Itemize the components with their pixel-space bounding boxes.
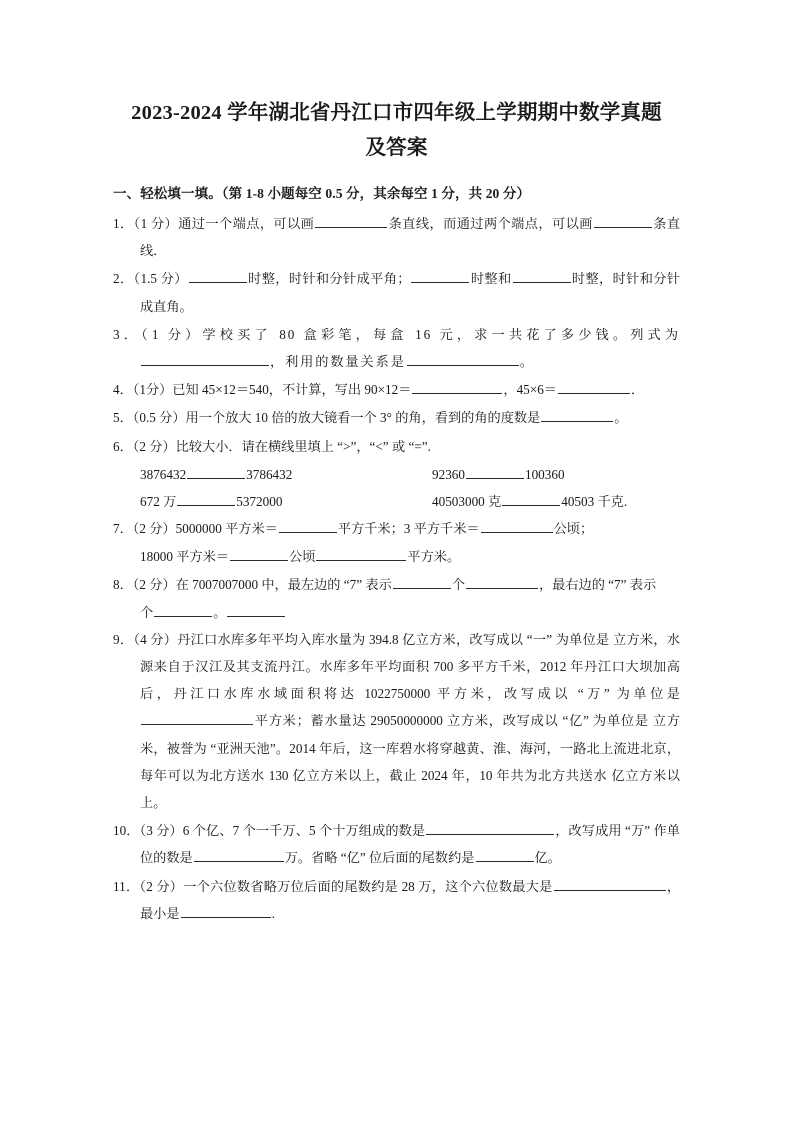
- question-10-score: （3 分）: [139, 823, 183, 839]
- compare-2-left: 92360: [432, 466, 465, 482]
- question-9-score: （4 分）: [133, 631, 178, 647]
- question-5-blank-1[interactable]: [541, 408, 613, 422]
- compare-pair-3: [140, 488, 410, 515]
- question-9-blank-1[interactable]: [141, 711, 253, 725]
- question-3-number: 3．: [113, 326, 142, 342]
- question-1-score: （1 分）: [133, 216, 179, 232]
- question-11-blank-2[interactable]: [181, 903, 271, 917]
- question-8-text-c: ，最右边的 “7” 表示: [538, 576, 657, 592]
- question-4-blank-2[interactable]: [558, 380, 630, 394]
- question-2-text-a: 时整，时针和分针成平角；: [247, 271, 411, 287]
- question-8: [113, 571, 680, 598]
- question-9-number: 9．: [113, 631, 134, 647]
- question-8-blank-2[interactable]: [466, 574, 538, 588]
- compare-1-blank[interactable]: [187, 464, 245, 478]
- question-3-blank-1[interactable]: [141, 352, 269, 366]
- section-heading: 一、轻松填一填。（第 1-8 小题每空 0.5 分，其余每空 1 分，共 20 分）: [113, 185, 531, 201]
- page-title-line-1: 2023-2024 学年湖北省丹江口市四年级上学期期中数学真题: [131, 102, 662, 124]
- question-8-number: 8．: [113, 576, 133, 592]
- question-7-text-a: 5000000 平方米＝: [175, 521, 278, 537]
- compare-2-right: 100360: [524, 466, 565, 482]
- question-10-text-b: ，改写成用 “万” 作单位的数是: [140, 823, 680, 866]
- question-8-blank-4[interactable]: [227, 602, 285, 616]
- question-7-text-d: 18000 平方米＝: [140, 549, 230, 565]
- question-6-number: 6．: [113, 438, 133, 454]
- question-3-blank-2[interactable]: [407, 352, 519, 366]
- question-2-blank-2[interactable]: [411, 269, 469, 283]
- question-3-text-c: 。: [519, 354, 535, 370]
- question-2-text-c: 时整，时针和分针成直角。: [140, 271, 681, 314]
- question-3-text-b: ，利用的数量关系是: [270, 354, 406, 370]
- question-11-text-a: 一个六位数省略万位后面的尾数约是 28 万，这个六位数最大是: [183, 878, 553, 894]
- question-10-number: 10．: [113, 823, 140, 839]
- question-3: [113, 321, 680, 375]
- question-8-text-d: 个: [140, 604, 154, 620]
- compare-4-blank[interactable]: [502, 492, 560, 506]
- question-7: [113, 515, 680, 542]
- question-2-text-b: 时整和: [470, 271, 512, 287]
- question-6-compare-row-1: [113, 461, 680, 488]
- question-10: [113, 817, 680, 871]
- question-1-number: 1．: [113, 216, 134, 232]
- question-1-blank-2[interactable]: [594, 214, 652, 228]
- question-9-text-a: 丹江口水库多年平均入库水量为 394.8 亿立方米，改写成以 “一” 为单位是 立方米，水源来自于汉江及其支流丹江。水库多年平均面积 700 多平方千米，2012 年丹江口大坝加高后，丹江口水库水域面积将达 1022750000 平方米，改写成以 “万” 为单位是: [140, 631, 680, 702]
- question-1-blank-1[interactable]: [315, 214, 387, 228]
- question-11-blank-1[interactable]: [554, 876, 666, 890]
- question-1-text-c: 条直线．: [140, 216, 681, 259]
- question-11-text-c: .: [271, 905, 275, 921]
- question-10-text-d: 亿。: [534, 850, 561, 866]
- question-4: [113, 376, 680, 403]
- page-title: [113, 96, 680, 167]
- question-2-score: （1.5 分）: [133, 271, 188, 287]
- question-7-text-c: 公顷；: [553, 521, 594, 537]
- question-5: [113, 404, 680, 431]
- question-7-line-2: [113, 543, 680, 570]
- question-6-compare-row-2: [113, 488, 680, 515]
- question-7-text-b: 平方千米；3 平方千米＝: [337, 521, 480, 537]
- question-4-text-b: ，45×6＝: [503, 382, 557, 398]
- question-11-text-b: ，最小是: [140, 878, 681, 921]
- question-1-text-a: 通过一个端点，可以画: [178, 216, 315, 232]
- question-4-score: （1分）: [132, 382, 173, 398]
- question-7-number: 7．: [113, 521, 133, 537]
- compare-4-left: 40503000 克: [432, 493, 502, 509]
- question-5-text-a: 用一个放大 10 倍的放大镜看一个 3° 的角，看到的角的度数是: [185, 410, 541, 426]
- compare-3-left: 672 万: [140, 493, 177, 509]
- question-6-score: （2 分）: [132, 438, 176, 454]
- question-1-text-b: 条直线，而通过两个端点，可以画: [388, 216, 593, 232]
- question-6: [113, 433, 680, 460]
- question-10-blank-3[interactable]: [476, 848, 534, 862]
- question-2-blank-3[interactable]: [513, 269, 571, 283]
- question-2-number: 2．: [113, 271, 134, 287]
- question-5-score: （0.5 分）: [132, 410, 186, 426]
- question-7-text-e: 公顷: [289, 549, 316, 565]
- compare-pair-4: [410, 488, 680, 515]
- question-3-text-a: 学校买了 80 盒彩笔，每盒 16 元，求一共花了多少钱。列式为: [202, 326, 680, 342]
- compare-pair-1: [140, 461, 410, 488]
- question-5-text-b: 。: [614, 410, 628, 426]
- question-8-blank-3[interactable]: [154, 602, 212, 616]
- question-7-blank-4[interactable]: [316, 547, 406, 561]
- question-10-text-c: 万。省略 “亿” 位后面的尾数约是: [284, 850, 475, 866]
- compare-3-right: 5372000: [236, 493, 283, 509]
- question-5-number: 5．: [113, 410, 133, 426]
- question-3-score: （1 分）: [141, 326, 203, 342]
- question-8-blank-1[interactable]: [393, 574, 451, 588]
- question-11-number: 11．: [113, 878, 140, 894]
- question-9: [113, 626, 680, 816]
- question-4-blank-1[interactable]: [412, 380, 502, 394]
- question-10-blank-1[interactable]: [426, 821, 554, 835]
- compare-4-right: 40503 千克.: [561, 493, 628, 509]
- question-4-number: 4．: [113, 382, 133, 398]
- question-10-text-a: 6 个亿、7 个一千万、5 个十万组成的数是: [182, 823, 426, 839]
- question-1: [113, 210, 680, 264]
- question-4-text-c: ．: [631, 382, 645, 398]
- question-8-text-a: 在 7007007000 中，最左边的 “7” 表示: [175, 576, 392, 592]
- question-6-text-a: 比较大小．请在横线里填上 “>”，“<” 或 “=”.: [175, 438, 431, 454]
- question-8-text-b: 个: [451, 576, 465, 592]
- question-11: [113, 873, 680, 927]
- question-11-score: （2 分）: [139, 878, 184, 894]
- question-10-blank-2[interactable]: [194, 848, 284, 862]
- question-7-blank-1[interactable]: [279, 519, 337, 533]
- question-2: [113, 265, 680, 319]
- question-7-blank-3[interactable]: [230, 547, 288, 561]
- question-7-text-f: 平方米。: [407, 549, 461, 565]
- compare-pair-2: [410, 461, 680, 488]
- compare-3-blank[interactable]: [177, 492, 235, 506]
- question-8-line-2: [113, 599, 680, 626]
- question-9-text-b: 平方米；蓄水量达 29050000000 立方米，改写成以 “亿” 为单位是 立方米，被誉为 “亚洲天池”。2014 年后，这一库碧水将穿越黄、淮、海河，一路北上流进北京，每年可以为北方送水 130 亿立方米以上，截止 2024 年，10 年共为北方共送水 亿立方米以上。: [140, 713, 680, 811]
- compare-1-left: 3876432: [140, 466, 187, 482]
- question-4-text-a: 已知 45×12＝540，不计算，写出 90×12＝: [172, 382, 412, 398]
- question-2-blank-1[interactable]: [189, 269, 247, 283]
- compare-1-right: 3786432: [246, 466, 293, 482]
- question-7-score: （2 分）: [132, 521, 176, 537]
- question-7-blank-2[interactable]: [481, 519, 553, 533]
- compare-2-blank[interactable]: [466, 464, 524, 478]
- question-8-text-e: 。: [213, 604, 227, 620]
- page-title-line-2: 及答案: [365, 137, 428, 160]
- question-8-score: （2 分）: [132, 576, 176, 592]
